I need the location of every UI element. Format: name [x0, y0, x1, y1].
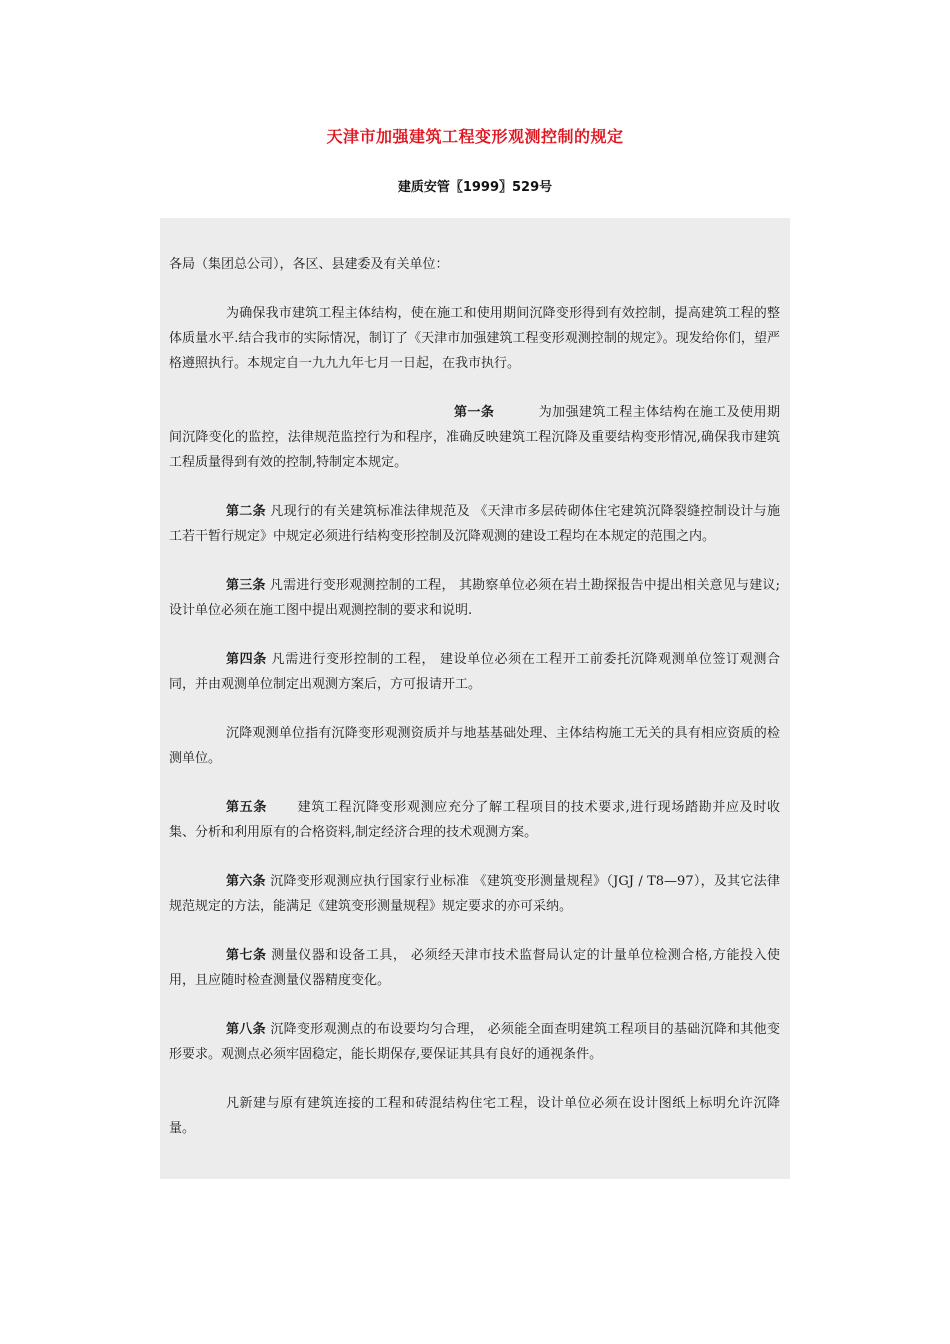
- article-2: [169, 499, 780, 549]
- article-1: [169, 400, 780, 475]
- article-8-note: [169, 1091, 780, 1141]
- article-3-label: 第三条: [226, 578, 266, 593]
- document-title: 天津市加强建筑工程变形观测控制的规定: [326, 127, 624, 146]
- article-4-note-text: 沉降观测单位指有沉降变形观测资质并与地基基础处理、主体结构施工无关的具有相应资质的检测单位。: [169, 726, 780, 766]
- article-4-label: 第四条: [226, 652, 267, 667]
- article-7-text: 测量仪器和设备工具， 必须经天津市技术监督局认定的计量单位检测合格,方能投入使用，且应随时检查测量仪器精度变化。: [169, 948, 780, 988]
- article-8-note-text: 凡新建与原有建筑连接的工程和砖混结构住宅工程，设计单位必须在设计图纸上标明允许沉降量。: [169, 1096, 780, 1136]
- article-4-note: [169, 721, 780, 771]
- article-6: [169, 869, 780, 919]
- article-5-label: 第五条: [226, 800, 267, 815]
- article-8-text: 沉降变形观测点的布设要均匀合理， 必须能全面查明建筑工程项目的基础沉降和其他变形要求。观测点必须牢固稳定，能长期保存,要保证其具有良好的通视条件。: [169, 1022, 780, 1062]
- document-body: [160, 218, 790, 1179]
- article-2-text: 凡现行的有关建筑标准法律规范及 《天津市多层砖砌体住宅建筑沉降裂缝控制设计与施工若干暂行规定》中规定必须进行结构变形控制及沉降观测的建设工程均在本规定的范围之内。: [169, 504, 780, 544]
- article-6-text: 沉降变形观测应执行国家行业标准 《建筑变形测量规程》（JGJ / T8—97），及其它法律规范规定的方法，能满足《建筑变形测量规程》规定要求的亦可采纳。: [169, 874, 780, 914]
- article-7-label: 第七条: [226, 948, 267, 963]
- article-8-label: 第八条: [226, 1022, 266, 1037]
- article-1-text: 为加强建筑工程主体结构在施工及使用期间沉降变化的监控，法律规范监控行为和程序，准确反映建筑工程沉降及重要结构变形情况,确保我市建筑工程质量得到有效的控制,特制定本规定。: [169, 405, 780, 470]
- salutation: 各局（集团总公司），各区、县建委及有关单位：: [169, 257, 449, 272]
- intro-paragraph: 为确保我市建筑工程主体结构，使在施工和使用期间沉降变形得到有效控制，提高建筑工程的整体质量水平.结合我市的实际情况，制订了《天津市加强建筑工程变形观测控制的规定》。现发给你们，望严格遵照执行。本规定自一九九九年七月一日起，在我市执行。: [169, 306, 780, 371]
- article-7: [169, 943, 780, 993]
- document-number: 建质安管〖1999〗529号: [397, 180, 553, 195]
- article-6-label: 第六条: [226, 874, 266, 889]
- article-3-text: 凡需进行变形观测控制的工程， 其勘察单位必须在岩土勘探报告中提出相关意见与建议;设计单位必须在施工图中提出观测控制的要求和说明.: [169, 578, 780, 618]
- article-4: [169, 647, 780, 697]
- article-3: [169, 573, 780, 623]
- article-8: [169, 1017, 780, 1067]
- article-4-text: 凡需进行变形控制的工程， 建设单位必须在工程开工前委托沉降观测单位签订观测合同，并由观测单位制定出观测方案后，方可报请开工。: [169, 652, 780, 692]
- article-5-text: 建筑工程沉降变形观测应充分了解工程项目的技术要求,进行现场踏勘并应及时收集、分析和利用原有的合格资料,制定经济合理的技术观测方案。: [169, 800, 780, 840]
- article-5: [169, 795, 780, 845]
- article-2-label: 第二条: [226, 504, 266, 519]
- article-1-label: 第一条: [454, 405, 495, 420]
